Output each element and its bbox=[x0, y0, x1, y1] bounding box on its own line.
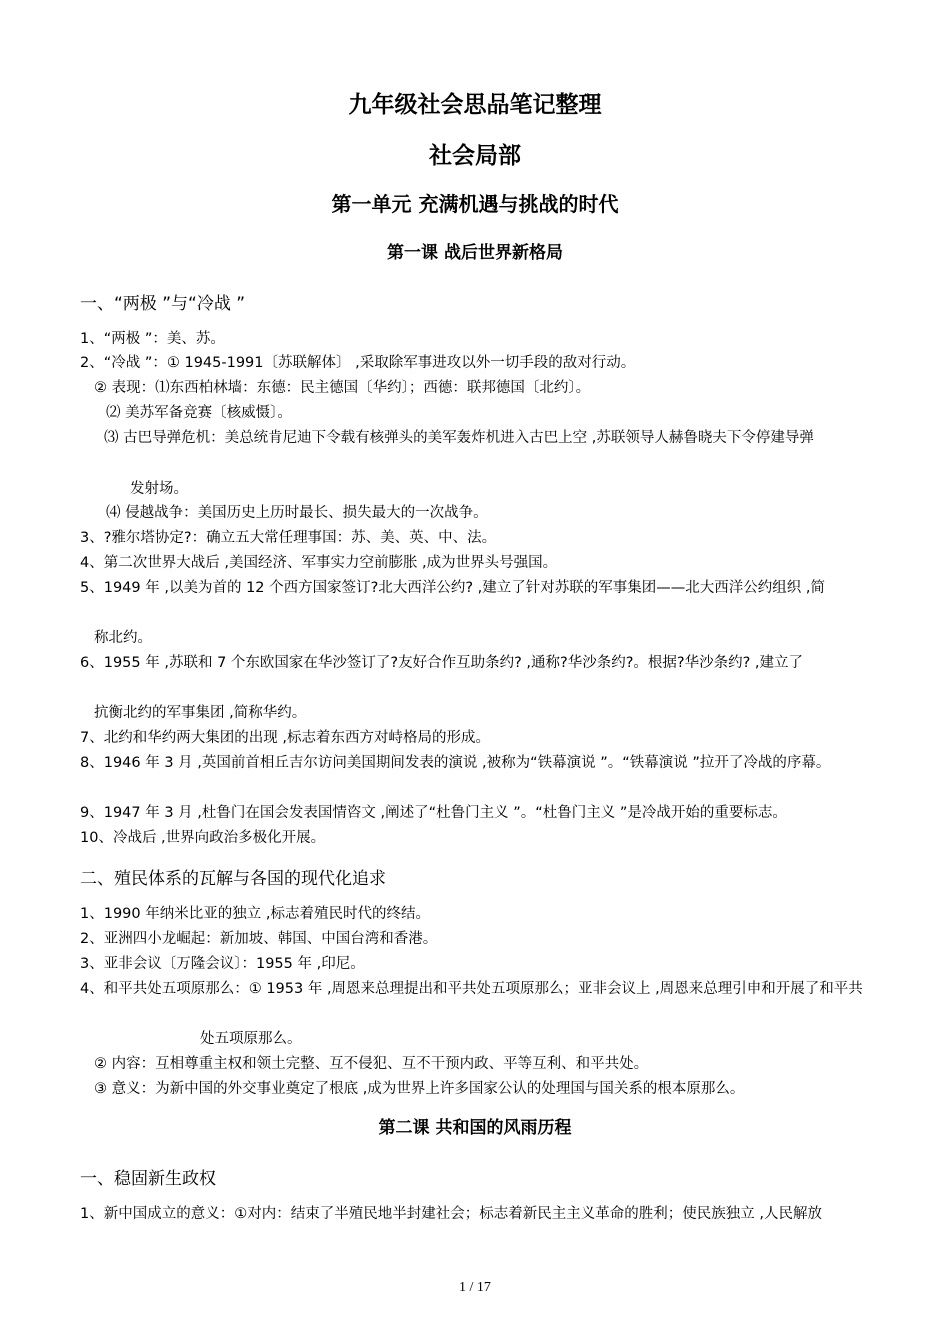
list-item bbox=[68, 426, 884, 451]
list-item: 10、冷战后 ,世界向政治多极化开展。 bbox=[80, 830, 326, 846]
list-item: 称北约。 bbox=[94, 630, 152, 646]
list-item: ⑵ 美苏军备竞赛〔核威慑〕。 bbox=[106, 405, 292, 421]
list-item: 4、第二次世界大战后 ,美国经济、军事实力空前膨胀 ,成为世界头号强国。 bbox=[80, 555, 558, 571]
list-item-text: 8、1946 年 3 月 ,英国前首相丘吉尔访问美国期间发表的演说 ,被称为“铁幕演说 ”。“铁幕演说 ”拉开了冷战的序幕。 bbox=[80, 755, 831, 771]
list-item-text: 6、1955 年 ,苏联和 7 个东欧国家在华沙签订了?友好合作互助条约? ,通称?华沙条约?。根据?华沙条约? ,建立了 bbox=[80, 655, 804, 671]
list-item bbox=[68, 651, 884, 676]
list-item bbox=[68, 576, 884, 601]
section-heading: 二、殖民体系的瓦解与各国的现代化追求 bbox=[80, 869, 386, 889]
list-item: 1、1990 年纳米比亚的独立 ,标志着殖民时代的终结。 bbox=[80, 906, 430, 922]
list-item bbox=[68, 751, 884, 776]
list-item-text: 1、新中国成立的意义：①对内：结束了半殖民地半封建社会；标志着新民主主义革命的胜利；使民族独立 ,人民解放 bbox=[80, 1206, 822, 1222]
list-item: 2、亚洲四小龙崛起：新加坡、韩国、中国台湾和香港。 bbox=[80, 931, 438, 947]
list-item: ③ 意义：为新中国的外交事业奠定了根底 ,成为世界上许多国家公认的处理国与国关系的根本原那么。 bbox=[94, 1081, 745, 1097]
lesson-title: 第二课 共和国的风雨历程 bbox=[378, 1118, 572, 1138]
section-heading: 一、稳固新生政权 bbox=[80, 1169, 216, 1189]
list-item-text: 5、1949 年 ,以美为首的 12 个西方国家签订?北大西洋公约? ,建立了针对苏联的军事集团——北大西洋公约组织 ,简 bbox=[80, 580, 825, 596]
page-number: 1 / 17 bbox=[459, 1280, 491, 1295]
list-item-text: ⑶ 古巴导弹危机：美总统肯尼迪下令载有核弹头的美军轰炸机进入古巴上空 ,苏联领导人赫鲁晓夫下令停建导弹 bbox=[104, 430, 814, 446]
list-item bbox=[68, 1202, 884, 1227]
list-item: 3、?雅尔塔协定?：确立五大常任理事国：苏、美、英、中、法。 bbox=[80, 530, 497, 546]
list-item: ⑷ 侵越战争：美国历史上历时最长、损失最大的一次战争。 bbox=[106, 505, 488, 521]
list-item-text: 4、和平共处五项原那么：① 1953 年 ,周恩来总理提出和平共处五项原那么；亚非会议上 ,周恩来总理引申和开展了和平共 bbox=[80, 981, 863, 997]
part-title: 社会局部 bbox=[429, 143, 521, 169]
list-item: 抗衡北约的军事集团 ,简称华约。 bbox=[94, 705, 307, 721]
list-item: ② 表现：⑴东西柏林墙：东德：民主德国〔华约〕；西德：联邦德国〔北约〕。 bbox=[94, 380, 591, 396]
list-item: 处五项原那么。 bbox=[200, 1031, 302, 1047]
list-item: 2、“冷战 ”：① 1945-1991〔苏联解体〕 ,采取除军事进攻以外一切手段的敌对行动。 bbox=[80, 355, 636, 371]
list-item bbox=[68, 977, 884, 1002]
section-heading: 一、“两极 ”与“冷战 ” bbox=[80, 294, 246, 314]
unit-title: 第一单元 充满机遇与挑战的时代 bbox=[331, 192, 619, 216]
list-item: 3、亚非会议〔万隆会议〕：1955 年 ,印尼。 bbox=[80, 956, 365, 972]
list-item: 9、1947 年 3 月 ,杜鲁门在国会发表国情咨文 ,阐述了“杜鲁门主义 ”。“杜鲁门主义 ”是冷战开始的重要标志。 bbox=[80, 805, 787, 821]
list-item: ② 内容：互相尊重主权和领土完整、互不侵犯、互不干预内政、平等互利、和平共处。 bbox=[94, 1056, 649, 1072]
list-item: 7、北约和华约两大集团的出现 ,标志着东西方对峙格局的形成。 bbox=[80, 730, 490, 746]
lesson-title: 第一课 战后世界新格局 bbox=[387, 243, 563, 263]
list-item: 发射场。 bbox=[130, 481, 188, 497]
list-item: 1、“两极 ”：美、苏。 bbox=[80, 331, 225, 347]
document-title: 九年级社会思品笔记整理 bbox=[348, 92, 602, 118]
